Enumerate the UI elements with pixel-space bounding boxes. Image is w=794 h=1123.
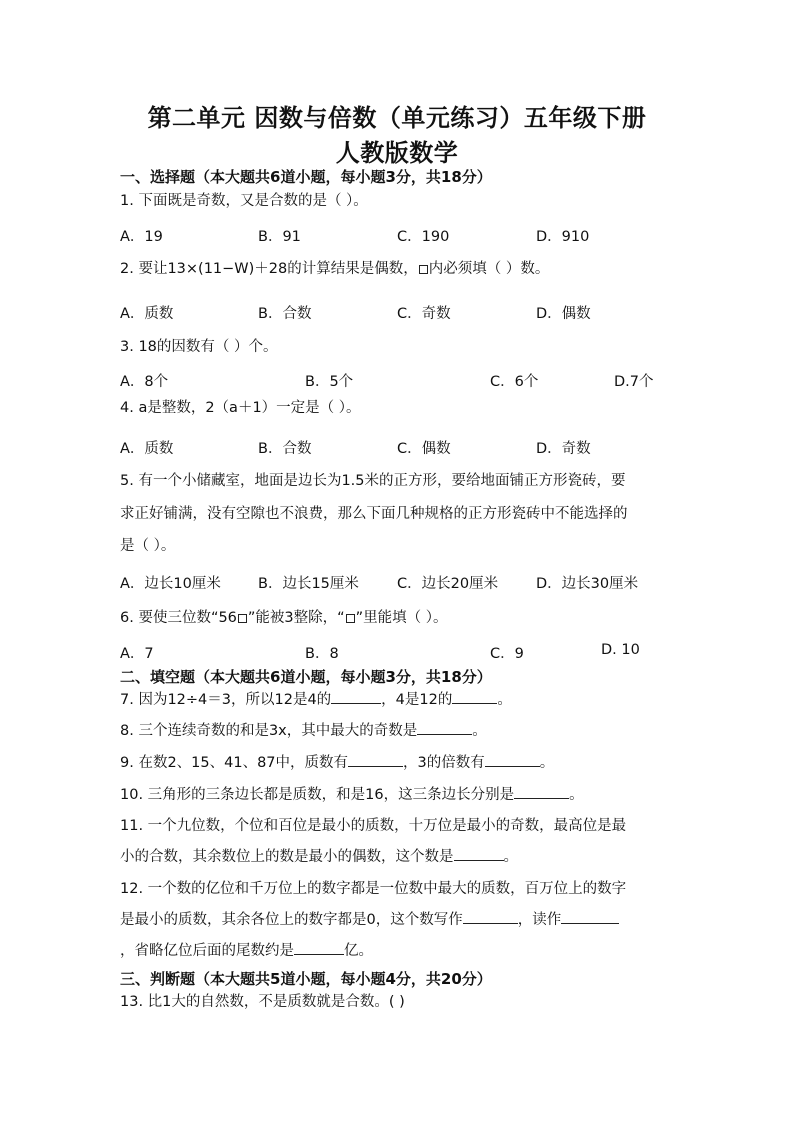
q3-option-d: D.7个 <box>614 374 654 390</box>
answer-blank[interactable] <box>454 846 504 861</box>
q12-text-c: ，省略亿位后面的尾数约是 <box>120 943 294 959</box>
question-8 <box>120 716 680 747</box>
q8-text-b: 。 <box>472 723 487 739</box>
q6-text-mid: ”能被3整除，“ <box>247 610 345 626</box>
q3-option-b: B．5个 <box>305 374 354 390</box>
q2-text-before: 2. 要让13×(11−W)＋28的计算结果是偶数， <box>120 261 418 277</box>
q4-option-d: D．奇数 <box>536 441 591 457</box>
q1-option-a: A．19 <box>120 229 163 245</box>
q6-option-b: B．8 <box>305 646 339 662</box>
q9-text-a: 9. 在数2、15、41、87中，质数有 <box>120 755 349 771</box>
q1-option-c: C．190 <box>397 229 450 245</box>
answer-blank[interactable] <box>294 940 344 955</box>
q2-option-a: A．质数 <box>120 306 174 322</box>
title-line-2: 人教版数学 <box>335 138 459 167</box>
section-3-heading: 三、判断题（本大题共5道小题，每小题4分，共20分） <box>120 970 492 988</box>
q10-text-a: 10. 三角形的三条边长都是质数，和是16，这三条边长分别是 <box>120 787 515 803</box>
title-line-1: 第二单元 因数与倍数（单元练习）五年级下册 <box>147 103 647 132</box>
question-5-line-3: 是（ ）。 <box>120 538 176 554</box>
q6-text-before: 6. 要使三位数“56 <box>120 610 237 626</box>
blank-box-icon <box>346 614 355 623</box>
q12-text-b: ，读作 <box>517 912 562 928</box>
q5-option-a: A．边长10厘米 <box>120 576 221 592</box>
q2-option-c: C．奇数 <box>397 306 451 322</box>
q7-text-c: 。 <box>497 692 512 708</box>
q10-text-b: 。 <box>569 787 584 803</box>
answer-blank[interactable] <box>417 720 472 735</box>
question-2 <box>120 254 680 285</box>
q2-text-after: 内必须填（ ）数。 <box>428 261 550 277</box>
answer-blank[interactable] <box>561 909 619 924</box>
question-3: 3. 18的因数有（ ）个。 <box>120 339 278 355</box>
q12-text-d: 亿。 <box>344 943 373 959</box>
q9-text-b: ，3的倍数有 <box>403 755 485 771</box>
q6-option-d: D. 10 <box>601 642 640 658</box>
q11-text-a: 小的合数，其余数位上的数是最小的偶数，这个数是 <box>120 849 454 865</box>
q9-text-c: 。 <box>539 755 555 771</box>
q5-option-b: B．边长15厘米 <box>258 576 359 592</box>
q7-text-a: 7. 因为12÷4＝3，所以12是4的 <box>120 692 332 708</box>
question-11-line-1: 11. 一个九位数，个位和百位是最小的质数，十万位是最小的奇数，最高位是最 <box>120 818 627 834</box>
q2-option-d: D．偶数 <box>536 306 591 322</box>
section-2-heading: 二、填空题（本大题共6道小题，每小题3分，共18分） <box>120 668 492 686</box>
q1-option-d: D．910 <box>536 229 590 245</box>
q11-text-b: 。 <box>503 849 518 865</box>
answer-blank[interactable] <box>331 689 381 704</box>
answer-blank[interactable] <box>348 752 403 767</box>
q4-option-b: B．合数 <box>258 441 312 457</box>
q6-option-a: A．7 <box>120 646 154 662</box>
question-12-line-1: 12. 一个数的亿位和千万位上的数字都是一位数中最大的质数，百万位上的数字 <box>120 881 627 897</box>
question-9 <box>120 748 680 779</box>
question-10 <box>120 780 680 811</box>
blank-box-icon <box>419 265 428 274</box>
answer-blank[interactable] <box>463 909 518 924</box>
section-1-heading: 一、选择题（本大题共6道小题，每小题3分，共18分） <box>120 168 492 186</box>
answer-blank[interactable] <box>452 689 497 704</box>
q7-text-b: ，4是12的 <box>381 692 453 708</box>
q4-option-a: A．质数 <box>120 441 174 457</box>
q5-option-d: D．边长30厘米 <box>536 576 639 592</box>
question-1: 1. 下面既是奇数，又是合数的是（ ）。 <box>120 193 368 209</box>
q5-option-c: C．边长20厘米 <box>397 576 499 592</box>
q8-text-a: 8. 三个连续奇数的和是3x，其中最大的奇数是 <box>120 723 418 739</box>
q3-option-c: C．6个 <box>490 374 539 390</box>
q1-option-b: B．91 <box>258 229 301 245</box>
question-11-line-2 <box>120 842 680 873</box>
q3-option-a: A．8个 <box>120 374 169 390</box>
question-7 <box>120 685 680 716</box>
q6-text-after: ”里能填（ ）。 <box>355 610 448 626</box>
q4-option-c: C．偶数 <box>397 441 451 457</box>
question-12-line-2 <box>120 905 680 936</box>
q2-option-b: B．合数 <box>258 306 312 322</box>
blank-box-icon <box>238 614 247 623</box>
question-6 <box>120 603 680 634</box>
question-5-line-1: 5. 有一个小储藏室，地面是边长为1.5米的正方形，要给地面铺正方形瓷砖，要 <box>120 473 626 489</box>
question-5-line-2: 求正好铺满，没有空隙也不浪费，那么下面几种规格的正方形瓷砖中不能选择的 <box>120 506 628 522</box>
answer-blank[interactable] <box>485 752 540 767</box>
question-12-line-3 <box>120 936 680 967</box>
q6-option-c: C．9 <box>490 646 524 662</box>
question-4: 4. a是整数，2（a＋1）一定是（ ）。 <box>120 400 361 416</box>
question-13: 13. 比1大的自然数，不是质数就是合数。( ) <box>120 994 405 1010</box>
q12-text-a: 是最小的质数，其余各位上的数字都是0，这个数写作 <box>120 912 463 928</box>
answer-blank[interactable] <box>514 784 569 799</box>
